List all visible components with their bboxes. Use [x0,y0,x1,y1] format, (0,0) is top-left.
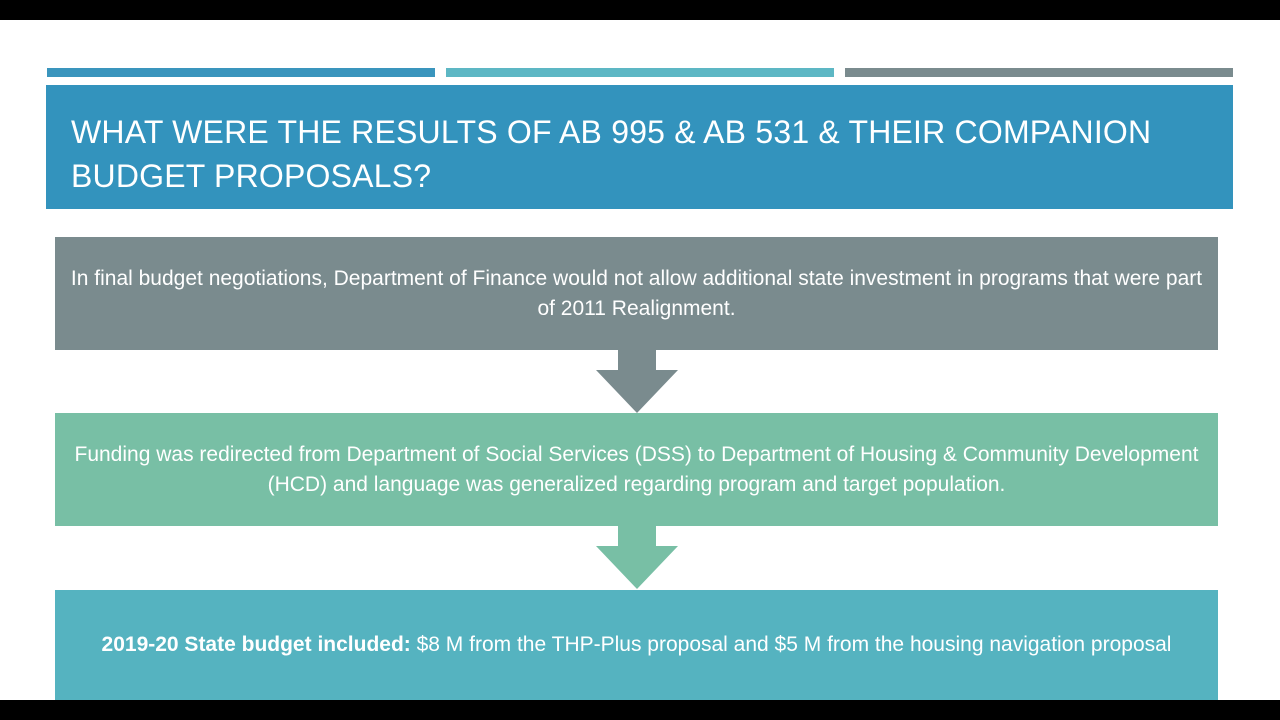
step-2-text: Funding was redirected from Department of Social Services (DSS) to Department of Housing & Community Development (HCD) and language was generalized regarding program and target population. [74,442,1199,496]
step-box-2 [55,413,1218,526]
step-3-content [102,630,1172,660]
title-band [46,85,1233,209]
slide-title: WHAT WERE THE RESULTS OF AB 995 & AB 531 & THEIR COMPANION BUDGET PROPOSALS? [71,114,1152,194]
accent-bar-3 [845,68,1233,77]
step-1-text: In final budget negotiations, Department of Finance would not allow additional state investment in programs that were part of 2011 Realignment. [70,266,1203,320]
step-box-3 [55,590,1218,700]
down-arrow-icon [596,526,678,589]
accent-bar-2 [446,68,834,77]
accent-bar-1 [47,68,435,77]
down-arrow-icon [596,350,678,413]
step-3-text: $8 M from the THP-Plus proposal and $5 M from the housing navigation proposal [410,633,1172,656]
step-box-1 [55,237,1218,350]
letterbox-bottom [0,700,1280,720]
step-3-bold-lead: 2019-20 State budget included: [101,633,411,656]
letterbox-top [0,0,1280,20]
